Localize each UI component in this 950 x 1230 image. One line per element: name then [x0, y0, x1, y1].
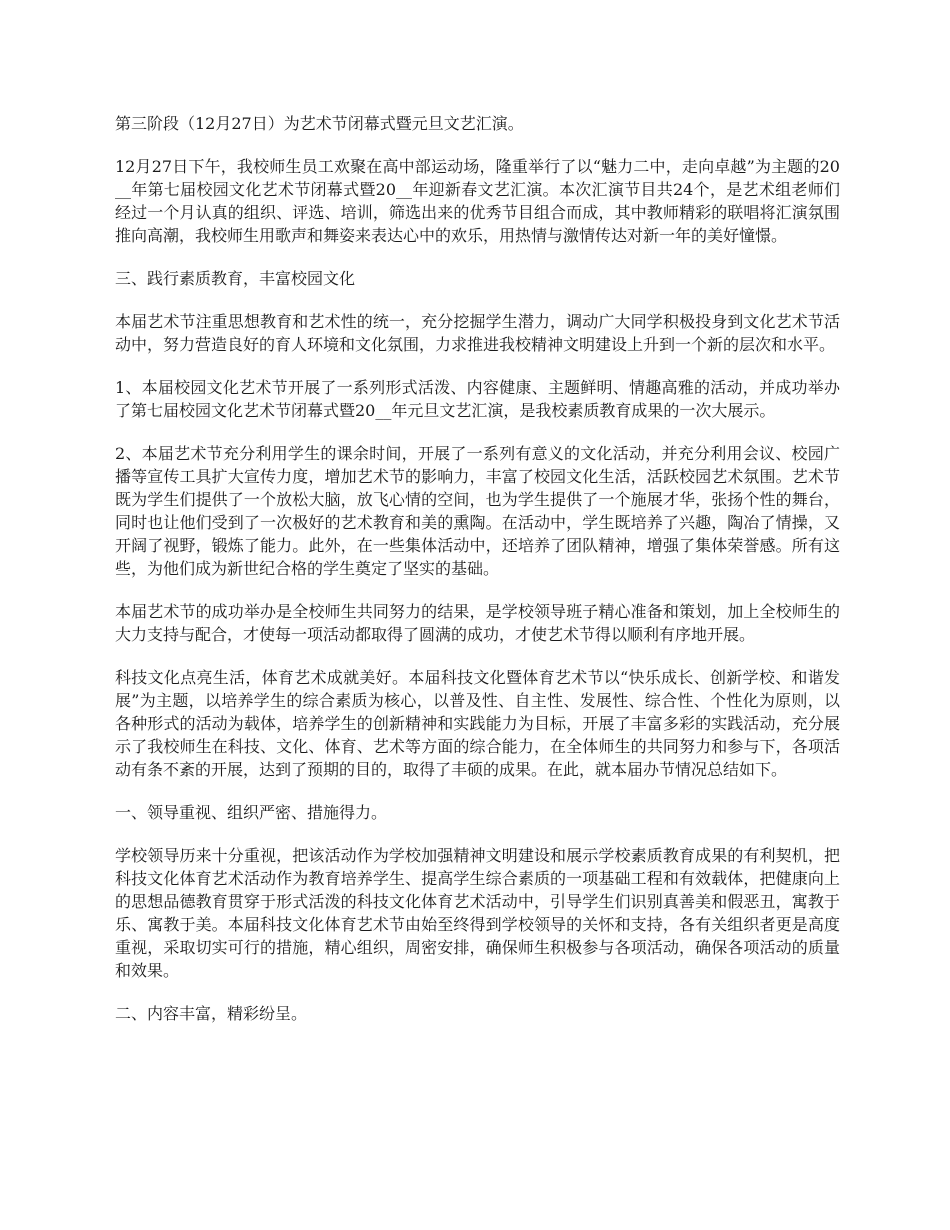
paragraph-leadership-detail: 学校领导历来十分重视，把该活动作为学校加强精神文明建设和展示学校素质教育成果的有利契机，把科技文化体育艺术活动作为教育培养学生、提高学生综合素质的一项基础工程和有效载体，把健康向上的思想品德教育贯穿于形式活泼的科技文化体育艺术活动中，引导学生们识别真善美和假恶丑，寓教于乐、寓教于美。本届科技文化体育艺术节由始至终得到学校领导的关怀和支持，各有关组织者更是高度重视，采取切实可行的措施，精心组织，周密安排，确保师生积极参与各项活动，确保各项活动的质量和效果。	[115, 846, 840, 980]
section-heading-content: 二、内容丰富，精彩纷呈。	[115, 1004, 308, 1023]
section-heading-leadership: 一、领导重视、组织严密、措施得力。	[115, 803, 388, 822]
document-body	[115, 112, 840, 1045]
paragraph-point-two: 2、本届艺术节充分利用学生的课余时间，开展了一系列有意义的文化活动，并充分利用会议、校园广播等宣传工具扩大宣传力度，增加艺术节的影响力，丰富了校园文化生活，活跃校园艺术氛围。艺术节既为学生们提供了一个放松大脑，放飞心情的空间，也为学生提供了一个施展才华，张扬个性的舞台，同时也让他们受到了一次极好的艺术教育和美的熏陶。在活动中，学生既培养了兴趣，陶冶了情操，又开阔了视野，锻炼了能力。此外，在一些集体活动中，还培养了团队精神，增强了集体荣誉感。所有这些，为他们成为新世纪合格的学生奠定了坚实的基础。	[115, 444, 840, 578]
paragraph-closing-ceremony: 12月27日下午，我校师生员工欢聚在高中部运动场，隆重举行了以“魅力二中，走向卓越”为主题的20__年第七届校园文化艺术节闭幕式暨20__年迎新春文艺汇演。本次汇演节目共24个，是艺术组老师们经过一个月认真的组织、评选、培训，筛选出来的优秀节目组合而成，其中教师精彩的联唱将汇演氛围推向高潮，我校师生用歌声和舞姿来表达心中的欢乐，用热情与激情传达对新一年的美好憧憬。	[115, 157, 840, 245]
section-heading-quality-education: 三、践行素质教育，丰富校园文化	[115, 269, 356, 288]
paragraph-tech-culture-intro: 科技文化点亮生活，体育艺术成就美好。本届科技文化暨体育艺术节以“快乐成长、创新学校、和谐发展”为主题，以培养学生的综合素质为核心，以普及性、自主性、发展性、综合性、个性化为原则，以各种形式的活动为载体，培养学生的创新精神和实践能力为目标，开展了丰富多彩的实践活动，充分展示了我校师生在科技、文化、体育、艺术等方面的综合能力，在全体师生的共同努力和参与下，各项活动有条不紊的开展，达到了预期的目的，取得了丰硕的成果。在此，就本届办节情况总结如下。	[115, 668, 840, 779]
paragraph-art-festival-goals: 本届艺术节注重思想教育和艺术性的统一，充分挖掘学生潜力，调动广大同学积极投身到文化艺术节活动中，努力营造良好的育人环境和文化氛围，力求推进我校精神文明建设上升到一个新的层次和水平。	[115, 312, 840, 354]
paragraph-point-one: 1、本届校园文化艺术节开展了一系列形式活泼、内容健康、主题鲜明、情趣高雅的活动，并成功举办了第七届校园文化艺术节闭幕式暨20__年元旦文艺汇演，是我校素质教育成果的一次大展示。	[115, 378, 840, 420]
paragraph-stage-three: 第三阶段（12月27日）为艺术节闭幕式暨元旦文艺汇演。	[115, 114, 524, 133]
paragraph-success-summary: 本届艺术节的成功举办是全校师生共同努力的结果，是学校领导班子精心准备和策划，加上全校师生的大力支持与配合，才使每一项活动都取得了圆满的成功，才使艺术节得以顺利有序地开展。	[115, 602, 840, 644]
